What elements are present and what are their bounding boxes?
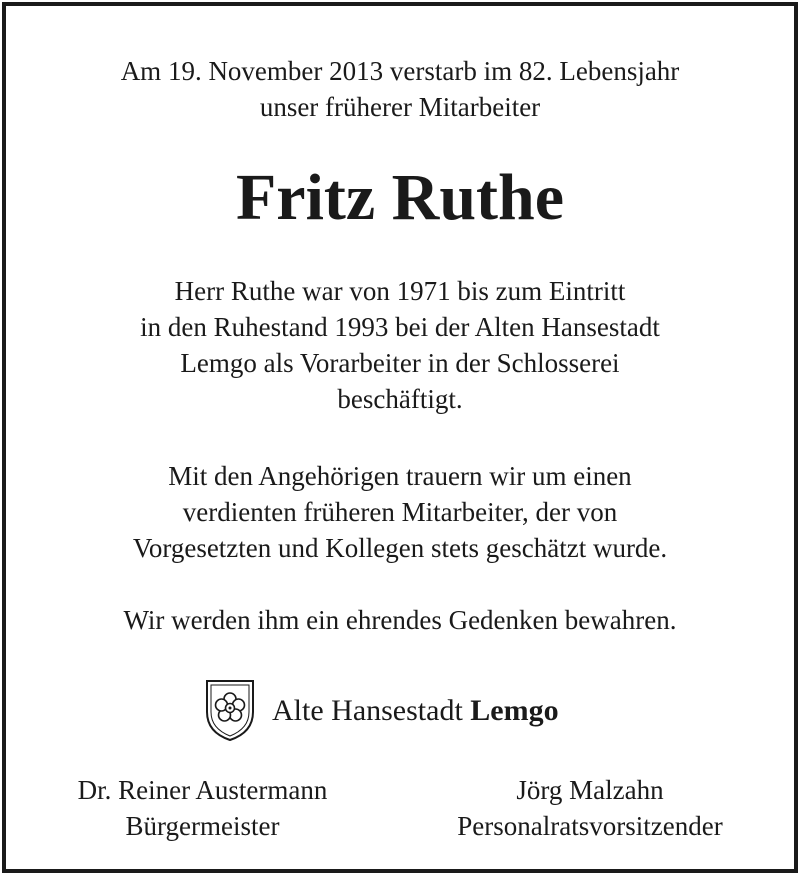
deceased-name: Fritz Ruthe (235, 161, 565, 234)
mourning-line: verdienten früheren Mitarbeiter, der von (182, 497, 618, 527)
closing-line: Wir werden ihm ein ehrendes Gedenken bewahren. (123, 605, 677, 635)
organization-name-bold: Lemgo (470, 694, 559, 727)
intro-line-2: unser früherer Mitarbeiter (259, 92, 541, 122)
city-crest-rose-icon (204, 678, 256, 742)
signatory-mayor-title: Bürgermeister (125, 811, 280, 841)
bio-line: beschäftigt. (337, 384, 463, 414)
signatory-mayor-name: Dr. Reiner Austermann (77, 775, 328, 805)
bio-line: Lemgo als Vorarbeiter in der Schlosserei (180, 348, 620, 378)
organization-name-regular: Alte Hansestadt (272, 694, 463, 727)
signatory-council-title: Personalratsvorsitzender (457, 811, 723, 841)
notice-border (2, 2, 798, 873)
bio-line: Herr Ruthe war von 1971 bis zum Eintritt (174, 276, 626, 306)
signatory-council-name: Jörg Malzahn (516, 775, 664, 805)
mourning-line: Mit den Angehörigen trauern wir um einen (168, 461, 632, 491)
mourning-line: Vorgesetzten und Kollegen stets geschätzt wurde. (132, 533, 668, 563)
bio-line: in den Ruhestand 1993 bei der Alten Hansestadt (140, 312, 660, 342)
intro-line-1: Am 19. November 2013 verstarb im 82. Lebensjahr (120, 56, 680, 86)
organization-name (272, 694, 559, 728)
